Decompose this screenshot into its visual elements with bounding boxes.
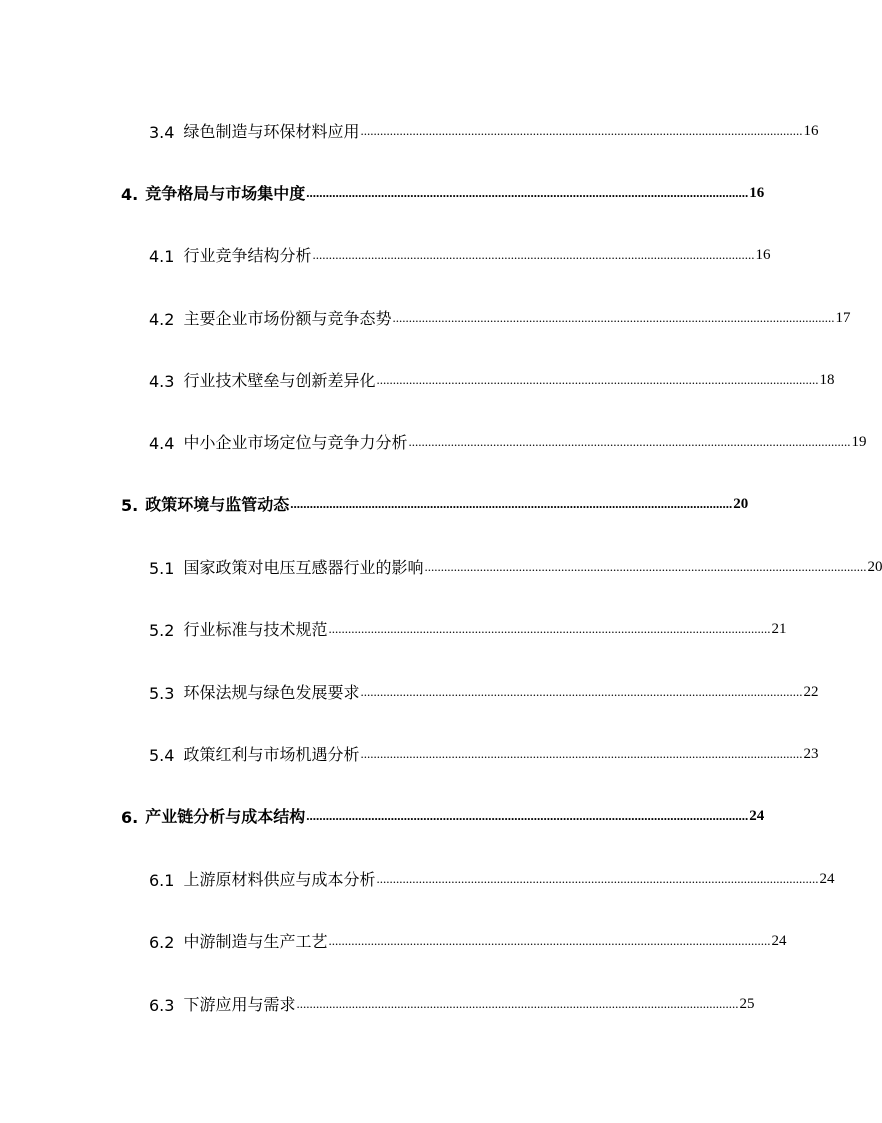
toc-entry-number: 5.: [121, 496, 139, 515]
toc-dot-leader: ........................................................................................................................................: [360, 123, 803, 138]
toc-dot-leader: ........................................................................................................................................: [408, 434, 851, 449]
toc-entry-title: 产业链分析与成本结构: [145, 807, 306, 826]
toc-entry[interactable]: [149, 928, 787, 952]
toc-entry-number: 6.2: [149, 933, 175, 952]
toc-entry[interactable]: [149, 554, 882, 578]
toc-entry-number: 5.1: [149, 559, 175, 578]
toc-dot-leader: ........................................................................................................................................: [328, 621, 771, 636]
toc-entry-number: 4.2: [149, 310, 175, 329]
toc-entry-page: 16: [749, 185, 765, 201]
toc-dot-leader: ........................................................................................................................................: [392, 310, 835, 325]
toc-entry-number: 5.3: [149, 684, 175, 703]
toc-entry-title: 国家政策对电压互感器行业的影响: [183, 558, 424, 577]
toc-entry-page: 23: [803, 746, 819, 762]
toc-dot-leader: ........................................................................................................................................: [306, 185, 749, 200]
toc-entry[interactable]: [121, 803, 765, 827]
toc-entry-page: 17: [835, 310, 851, 326]
toc-entry-page: 18: [819, 372, 835, 388]
toc-entry-page: 16: [755, 247, 771, 263]
toc-entry-page: 19: [851, 434, 867, 450]
toc-entry[interactable]: [149, 866, 835, 890]
toc-entry-title: 竞争格局与市场集中度: [145, 184, 306, 203]
toc-dot-leader: ........................................................................................................................................: [360, 746, 803, 761]
toc-entry-page: 21: [771, 621, 787, 637]
toc-entry-number: 6.3: [149, 996, 175, 1015]
toc-entry-page: 25: [739, 996, 755, 1012]
toc-entry-number: 4.1: [149, 247, 175, 266]
toc-entry-number: 5.4: [149, 746, 175, 765]
toc-entry-title: 行业技术壁垒与创新差异化: [183, 371, 376, 390]
toc-dot-leader: ........................................................................................................................................: [306, 808, 749, 823]
toc-entry[interactable]: [149, 429, 867, 453]
toc-entry-page: 20: [733, 496, 749, 512]
toc-entry[interactable]: [149, 305, 851, 329]
toc-entry[interactable]: [149, 118, 819, 142]
toc-entry-number: 4.: [121, 185, 139, 204]
toc-entry-number: 4.4: [149, 434, 175, 453]
toc-dot-leader: ........................................................................................................................................: [312, 247, 755, 262]
toc-entry-page: 20: [867, 559, 882, 575]
toc-entry-title: 环保法规与绿色发展要求: [183, 683, 360, 702]
toc-dot-leader: ........................................................................................................................................: [376, 372, 819, 387]
toc-entry[interactable]: [149, 991, 755, 1015]
toc-entry-title: 政策环境与监管动态: [145, 495, 290, 514]
toc-dot-leader: ........................................................................................................................................: [296, 996, 739, 1011]
toc-entry-title: 中小企业市场定位与竞争力分析: [183, 433, 408, 452]
toc-entry[interactable]: [149, 367, 835, 391]
toc-entry[interactable]: [149, 616, 787, 640]
toc-entry-title: 下游应用与需求: [183, 995, 296, 1014]
toc-entry-title: 主要企业市场份额与竞争态势: [183, 309, 392, 328]
toc-entry-page: 24: [819, 871, 835, 887]
toc-dot-leader: ........................................................................................................................................: [360, 684, 803, 699]
toc-entry-title: 中游制造与生产工艺: [183, 932, 328, 951]
toc-dot-leader: ........................................................................................................................................: [424, 559, 867, 574]
toc-entry-page: 16: [803, 123, 819, 139]
toc-entry-number: 3.4: [149, 123, 175, 142]
toc-entry[interactable]: [149, 679, 819, 703]
toc-dot-leader: ........................................................................................................................................: [290, 496, 733, 511]
toc-entry-page: 24: [749, 808, 765, 824]
toc-entry-page: 22: [803, 684, 819, 700]
toc-entry-title: 行业标准与技术规范: [183, 620, 328, 639]
toc-entry-title: 上游原材料供应与成本分析: [183, 870, 376, 889]
toc-entry-title: 政策红利与市场机遇分析: [183, 745, 360, 764]
toc-entry[interactable]: [149, 242, 771, 266]
toc-entry-number: 6.1: [149, 871, 175, 890]
toc-dot-leader: ........................................................................................................................................: [376, 871, 819, 886]
toc-entry[interactable]: [121, 180, 765, 204]
toc-entry-title: 行业竞争结构分析: [183, 246, 312, 265]
toc-entry-number: 5.2: [149, 621, 175, 640]
toc-entry-number: 6.: [121, 808, 139, 827]
toc-entry-title: 绿色制造与环保材料应用: [183, 122, 360, 141]
toc-entry-number: 4.3: [149, 372, 175, 391]
toc-entry[interactable]: [121, 491, 749, 515]
toc-entry-page: 24: [771, 933, 787, 949]
toc-entry[interactable]: [149, 741, 819, 765]
toc-dot-leader: ........................................................................................................................................: [328, 933, 771, 948]
